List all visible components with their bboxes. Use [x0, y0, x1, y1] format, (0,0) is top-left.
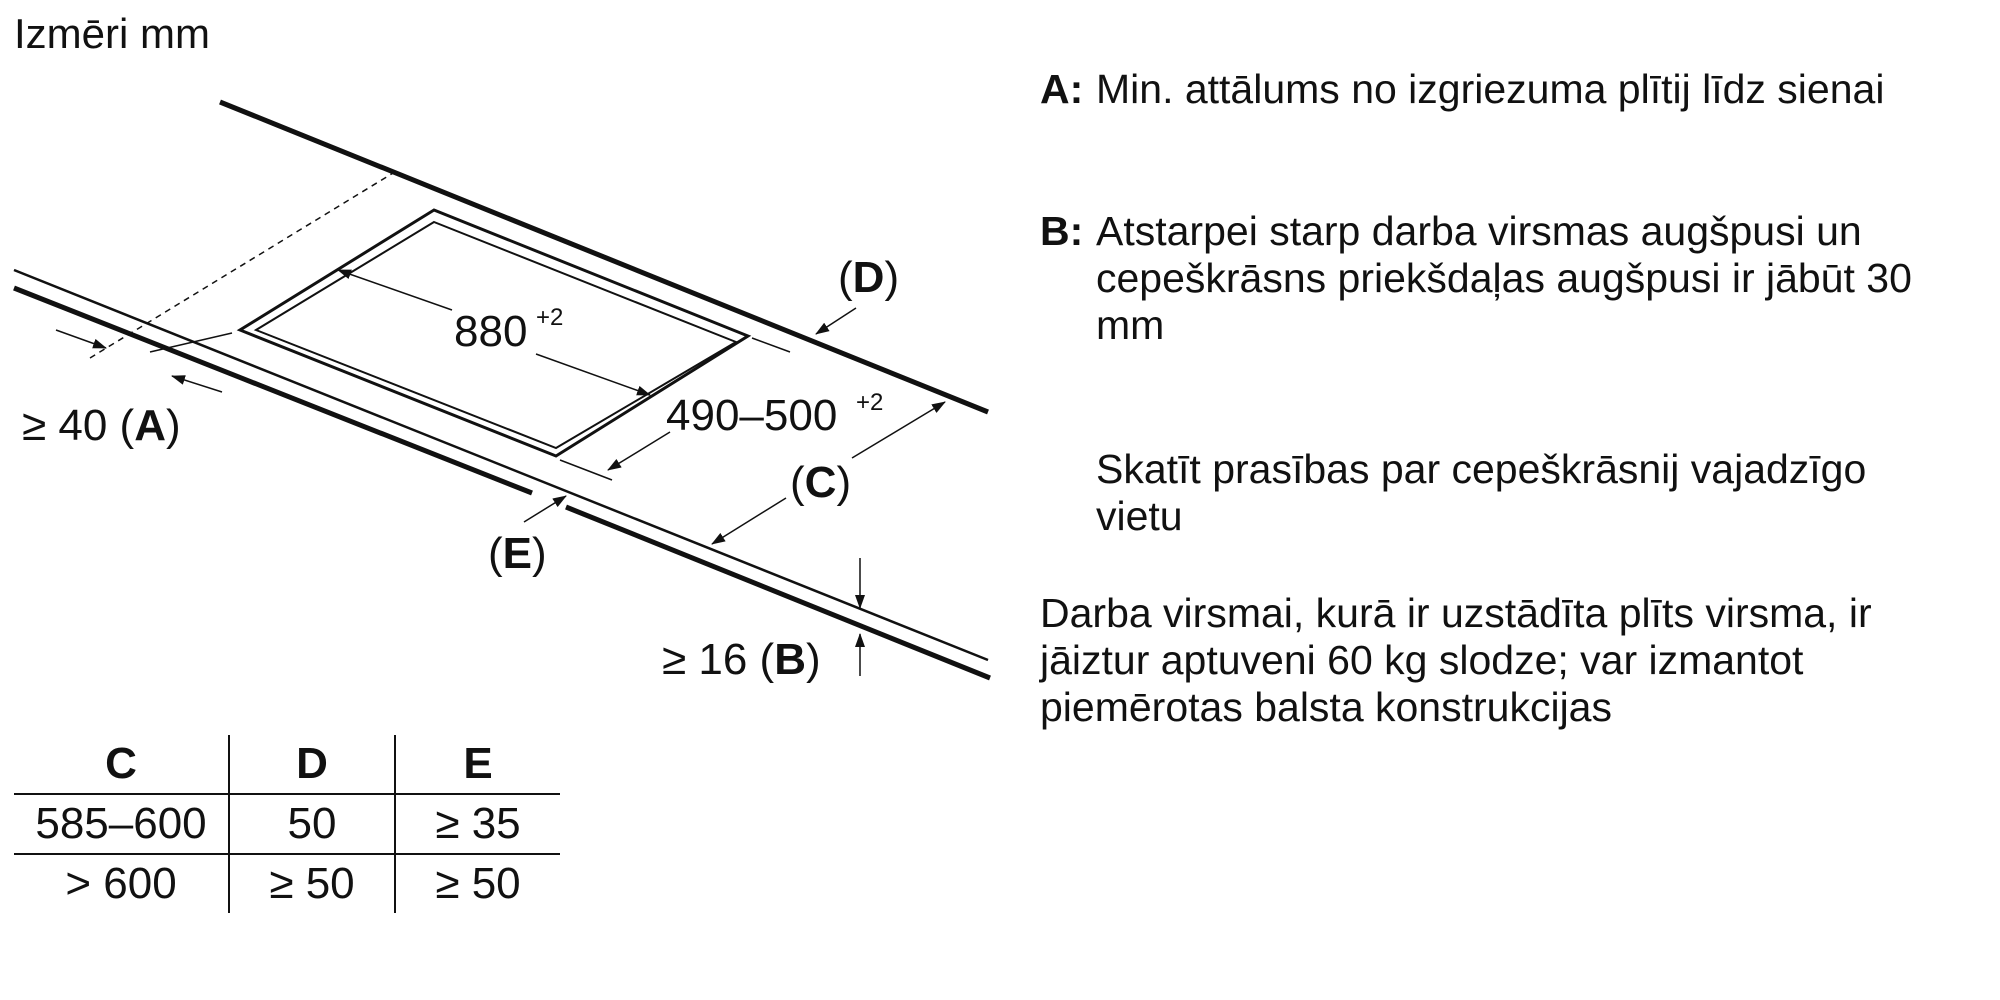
dim-880-label: 880: [454, 307, 528, 356]
worktop-thickness-line: [150, 333, 232, 352]
dim-a-arrow-upper: [56, 330, 106, 348]
legend-a-text: Min. attālums no izgriezuma plītij līdz sienai: [1096, 66, 1885, 112]
dim-880-tolerance: +2: [536, 304, 564, 331]
dim-880-arrow-left: [338, 270, 452, 310]
legend-a-key: A:: [1040, 66, 1084, 112]
dim-490-tolerance: +2: [856, 389, 884, 416]
table-cell: ≥ 35: [395, 794, 560, 854]
table-header-e: E: [395, 735, 560, 794]
label-a: ≥ 40 (A): [22, 401, 181, 450]
table-cell: 585–600: [14, 794, 229, 854]
legend-b-key: B:: [1040, 208, 1084, 254]
dim-490-ext-upper: [752, 338, 790, 352]
dim-a-arrow-lower: [172, 376, 222, 392]
wall-reference-line: [90, 170, 398, 358]
dim-e-arrow: [524, 496, 566, 522]
dim-490-ext-lower: [560, 460, 612, 480]
label-e: (E): [488, 529, 547, 578]
table-header-c: C: [14, 735, 229, 794]
dim-880-arrow-right: [536, 354, 650, 395]
table-row: [14, 794, 560, 854]
table-row: [14, 854, 560, 913]
dim-490-label: 490–500: [666, 391, 838, 440]
table-header-row: [14, 735, 560, 794]
table-header-d: D: [229, 735, 395, 794]
label-d: (D): [838, 253, 900, 302]
page-title: Izmēri mm: [14, 10, 210, 57]
label-c: (C): [790, 458, 852, 507]
table-cell: > 600: [65, 859, 177, 908]
legend-b-text: Atstarpei starp darba virsmas augšpusi un cepeškrāsns priekšdaļas augšpusi ir jābūt 30 mm: [1096, 208, 1912, 348]
oven-note: Skatīt prasības par cepeškrāsnij vajadzīgo vietu: [1096, 446, 1867, 539]
dim-490-arrow-lower: [608, 432, 670, 470]
dimension-table: [14, 735, 560, 913]
table-cell: ≥ 50: [395, 854, 560, 913]
installation-diagram: [0, 0, 1000, 720]
label-b: ≥ 16 (B): [662, 635, 821, 684]
table-cell: 50: [229, 794, 395, 854]
load-note: Darba virsmai, kurā ir uzstādīta plīts virsma, ir jāiztur aptuveni 60 kg slodze; var izmantot piemērotas balsta konstrukcijas: [1040, 590, 1872, 730]
table-cell: ≥ 50: [229, 854, 395, 913]
dim-d-arrow: [816, 308, 856, 334]
dim-c-arrow-lower: [712, 498, 786, 544]
